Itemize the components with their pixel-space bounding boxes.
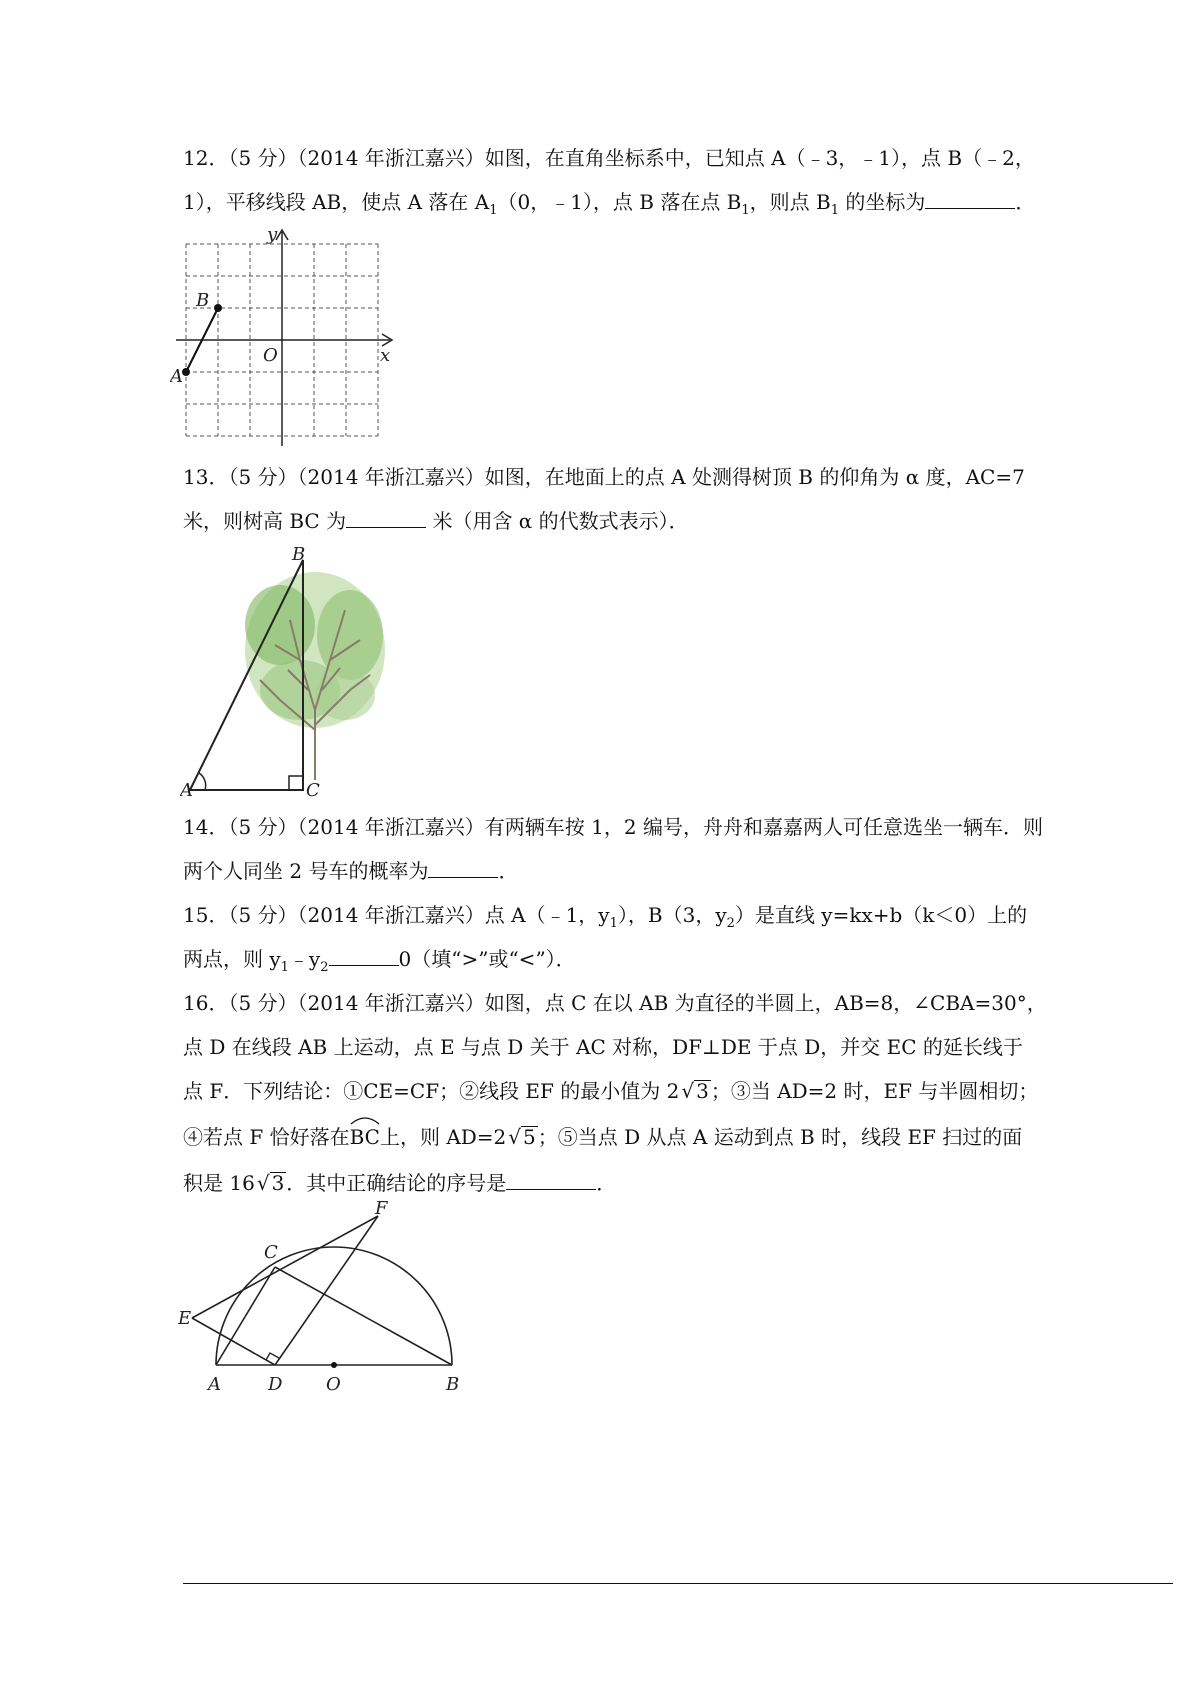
q16-text-4c: ；⑤当点 D 从点 A 运动到点 B 时，线段 EF 扫过的面 bbox=[537, 1125, 1023, 1149]
footer-rule bbox=[183, 1583, 1173, 1584]
q16-text-end: ． bbox=[596, 1171, 617, 1195]
q12-label-o: O bbox=[263, 345, 278, 366]
q13-label-c: C bbox=[306, 780, 320, 800]
q15-text-1c: ）是直线 y=kx+b（k＜0）上的 bbox=[734, 903, 1028, 927]
q13-line-1 bbox=[183, 465, 1025, 489]
q12-text-2a: 1），平移线段 AB，使点 A 落在 A bbox=[183, 190, 490, 214]
q12-label-x: x bbox=[380, 345, 391, 366]
q12-sub-a1: 1 bbox=[489, 203, 498, 218]
q12-text-1: 12．（5 分）（2014 年浙江嘉兴）如图，在直角坐标系中，已知点 A（﹣3，﹣1），点 B（﹣2， bbox=[183, 146, 1035, 170]
q12-label-b: B bbox=[196, 290, 210, 311]
q16-radicand-3b: 3 bbox=[271, 1171, 285, 1195]
q15-text-2c: 0（填“>”或“<”）． bbox=[398, 947, 576, 971]
q16-text-4a: ④若点 F 恰好落在 bbox=[183, 1125, 350, 1149]
q15-answer-blank[interactable] bbox=[329, 947, 399, 966]
q16-text-5a: 积是 16 bbox=[183, 1171, 255, 1195]
q13-label-a: A bbox=[180, 780, 193, 800]
q14-line-2 bbox=[183, 859, 518, 883]
q16-sqrt-3a: √ 3 bbox=[681, 1079, 709, 1103]
q16-text-3b: ；③当 AD=2 时，EF 与半圆相切； bbox=[710, 1079, 1039, 1103]
q14-answer-blank[interactable] bbox=[428, 859, 498, 878]
q13-angle-mark bbox=[199, 773, 206, 790]
q16-line-5 bbox=[183, 1171, 616, 1195]
q16-center-o bbox=[331, 1362, 337, 1368]
q16-sqrt-5: √ 5 bbox=[508, 1125, 536, 1149]
q16-right-angle-mark bbox=[266, 1353, 279, 1360]
q16-radicand-3a: 3 bbox=[696, 1079, 709, 1103]
q16-segment-ca bbox=[216, 1267, 275, 1365]
q13-line-2 bbox=[183, 509, 689, 533]
q16-label-o: O bbox=[326, 1374, 341, 1395]
q16-text-4b: 上，则 AD=2 bbox=[379, 1125, 507, 1149]
q16-text-5b: ．其中正确结论的序号是 bbox=[286, 1171, 507, 1195]
q16-label-e: E bbox=[178, 1308, 192, 1329]
q13-text-2a: 米，则树高 BC 为 bbox=[183, 509, 347, 533]
q15-line-2 bbox=[183, 947, 576, 980]
q16-segment-df bbox=[275, 1216, 378, 1365]
q16-segment-ef bbox=[192, 1216, 378, 1318]
q14-text-2a: 两个人同坐 2 号车的概率为 bbox=[183, 859, 429, 883]
q12-sub-b1: 1 bbox=[741, 203, 750, 218]
q13-tree-figure bbox=[180, 540, 420, 800]
q15-sub-4: 2 bbox=[320, 960, 329, 975]
q13-text-1: 13．（5 分）（2014 年浙江嘉兴）如图，在地面上的点 A 处测得树顶 B 的仰角为 α 度，AC=7 bbox=[183, 465, 1025, 489]
q15-text-2b: ﹣y bbox=[288, 947, 321, 971]
q16-line-4 bbox=[183, 1125, 1022, 1149]
q16-line-3 bbox=[183, 1079, 1038, 1103]
q16-label-f: F bbox=[375, 1200, 388, 1219]
q12-text-2c: ，则点 B bbox=[749, 190, 831, 214]
q16-arc-label: BC bbox=[349, 1125, 380, 1149]
q16-radicand-5: 5 bbox=[523, 1125, 536, 1149]
q16-segment-ed bbox=[192, 1318, 275, 1365]
q16-answer-blank[interactable] bbox=[506, 1171, 596, 1190]
q16-arc-bc bbox=[350, 1125, 380, 1149]
q16-text-1: 16．（5 分）（2014 年浙江嘉兴）如图，点 C 在以 AB 为直径的半圆上，AB=8，∠CBA=30°， bbox=[183, 991, 1047, 1015]
q15-sub-3: 1 bbox=[280, 960, 289, 975]
q14-text-end: ． bbox=[498, 859, 519, 883]
arc-symbol-icon bbox=[350, 1115, 380, 1125]
q12-answer-blank[interactable] bbox=[925, 190, 1015, 209]
q13-right-angle-mark bbox=[289, 776, 303, 790]
q16-text-2: 点 D 在线段 AB 上运动，点 E 与点 D 关于 AC 对称，DF⊥DE 于点 D，并交 EC 的延长线于 bbox=[183, 1035, 1023, 1059]
q16-semicircle-figure bbox=[178, 1200, 488, 1400]
q14-line-1 bbox=[183, 815, 1043, 839]
q15-line-1 bbox=[183, 903, 1027, 936]
q13-label-b: B bbox=[292, 544, 306, 565]
q13-answer-blank[interactable] bbox=[346, 509, 426, 528]
q16-sqrt-3b: √ 3 bbox=[256, 1171, 285, 1195]
q12-text-2b: （0，﹣1），点 B 落在点 B bbox=[497, 190, 742, 214]
q16-label-c: C bbox=[264, 1242, 278, 1263]
q12-point-b bbox=[214, 304, 222, 312]
q13-text-2b: 米（用含 α 的代数式表示）． bbox=[426, 509, 689, 533]
q12-text-2d: 的坐标为 bbox=[839, 190, 926, 214]
q12-text-end: ． bbox=[1015, 190, 1036, 214]
q15-text-2a: 两点，则 y bbox=[183, 947, 281, 971]
q12-sub-b1-2: 1 bbox=[830, 203, 840, 218]
q16-label-a: A bbox=[208, 1374, 221, 1395]
q16-line-1 bbox=[183, 991, 1047, 1015]
q16-line-2 bbox=[183, 1035, 1023, 1059]
q16-label-b: B bbox=[446, 1374, 460, 1395]
q12-line-1 bbox=[183, 146, 1035, 170]
q15-sub-1: 1 bbox=[609, 916, 618, 931]
q15-text-1a: 15．（5 分）（2014 年浙江嘉兴）点 A（﹣1，y bbox=[183, 903, 610, 927]
tree-illustration bbox=[245, 572, 385, 780]
q12-point-a bbox=[182, 368, 190, 376]
q16-text-3a: 点 F．下列结论：①CE=CF；②线段 EF 的最小值为 2 bbox=[183, 1079, 680, 1103]
q12-label-a: A bbox=[170, 366, 183, 387]
q16-segment-cb bbox=[275, 1267, 452, 1365]
q14-text-1: 14．（5 分）（2014 年浙江嘉兴）有两辆车按 1，2 编号，舟舟和嘉嘉两人可任意选坐一辆车．则 bbox=[183, 815, 1043, 839]
q12-line-2 bbox=[183, 190, 1035, 223]
q12-coordinate-figure bbox=[170, 228, 410, 453]
q15-text-1b: ），B（3，y bbox=[617, 903, 727, 927]
q15-sub-2: 2 bbox=[726, 916, 735, 931]
q12-label-y: y bbox=[267, 228, 278, 245]
q16-label-d: D bbox=[268, 1374, 283, 1395]
